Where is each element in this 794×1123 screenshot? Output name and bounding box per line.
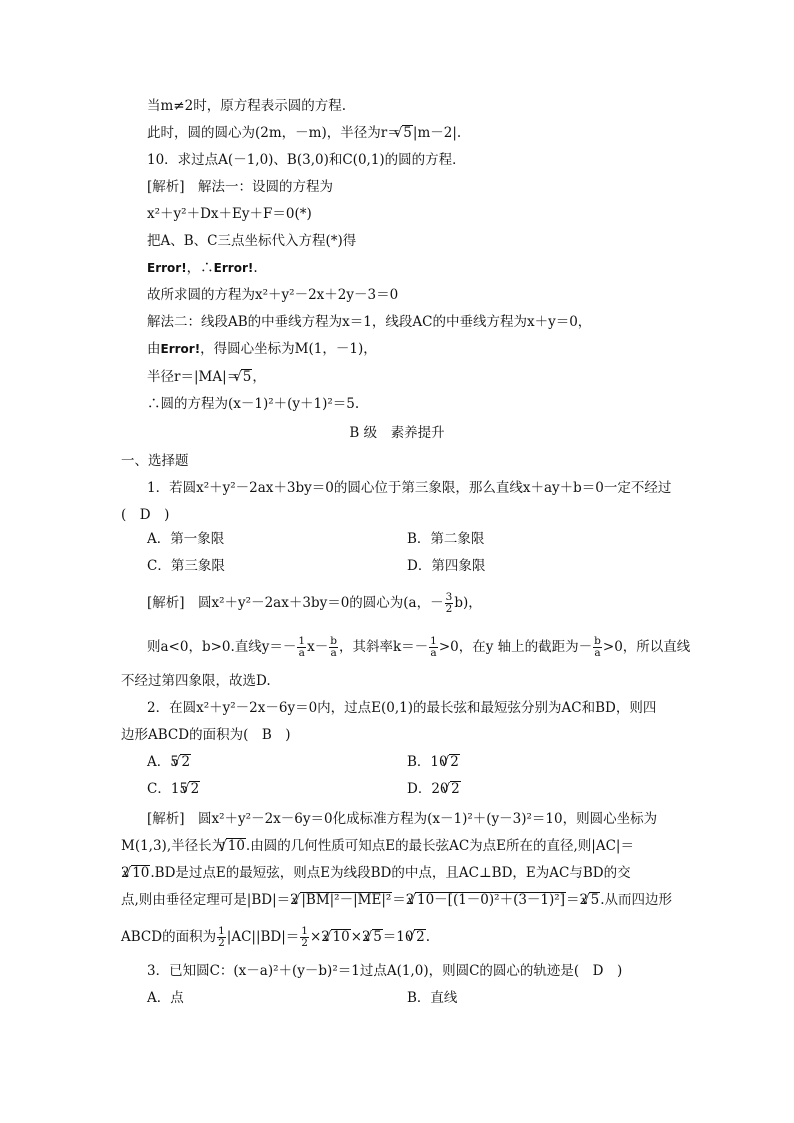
option-a: A．点 <box>147 990 184 1006</box>
option-c: C．第三象限 <box>147 558 225 574</box>
question-1-answer: ( D ) <box>121 507 170 523</box>
option-b: B．第二象限 <box>407 531 485 547</box>
question-2-stem: 2．在圆x²＋y²－2x－6y＝0内，过点E(0,1)的最长弦和最短弦分别为AC和BD，则四 <box>147 700 657 716</box>
option-d: D．20√ 2 <box>407 780 461 798</box>
analysis-line: 点,则由垂径定理可是|BD|＝2√ |BM|²－|ME|²＝2√ 10－[(1－0)²＋(3－1)²]＝2√ 5.从而四边形 <box>121 891 672 909</box>
analysis-line: M(1,3),半径长为√ 10.由圆的几何性质可知点E的最长弦AC为点E所在的直径,则|AC|＝ <box>121 837 634 855</box>
text-line: 故所求圆的方程为x²＋y²－2x＋2y－3＝0 <box>147 287 399 303</box>
question-3-stem: 3．已知圆C：(x－a)²＋(y－b)²＝1过点A(1,0)，则圆C的圆心的轨迹是( D ) <box>147 963 623 979</box>
analysis-line: [解析] 圆x²＋y²－2x－6y＝0化成标准方程为(x－1)²＋(y－3)²＝10，则圆心坐标为 <box>147 811 658 827</box>
fraction: $\frac{b}{a}$ <box>594 635 601 659</box>
fraction: $\frac{1}{2}$ <box>218 925 225 949</box>
analysis-line: 则a<0，b>0.直线y＝－ $\frac{1}{a}$ x－ $\frac{b}{a}$ ，其斜率k＝－ $\frac{1}{a}$ >0，在y 轴上的截距为－ $\frac{b}{a}$ >0，所以直线 <box>147 635 691 659</box>
fraction: $\frac{1}{a}$ <box>430 635 437 659</box>
option-d: D．第四象限 <box>407 558 486 574</box>
question-2-stem-cont: 边形ABCD的面积为( B ) <box>121 727 291 743</box>
text-line: 半径r＝|MA|＝√ 5， <box>147 368 266 386</box>
analysis-line: [解析] 圆x²＋y²－2ax＋3by＝0的圆心为(a，－ $\frac{3}{2}$ b)， <box>147 591 482 615</box>
analysis-label: [解析] 解法一：设圆的方程为 <box>147 179 334 195</box>
analysis-line: ABCD的面积为 $\frac{1}{2}$ |AC||BD|＝ $\frac{1}{2}$ ×2√ 10×2√ 5＝10√ 2. <box>121 926 430 949</box>
analysis-line: 2√ 10.BD是过点E的最短弦，则点E为线段BD的中点，且AC⊥BD，E为AC与BD的交 <box>121 864 631 882</box>
option-a: A．5√ 2 <box>147 753 191 771</box>
analysis-line: 不经过第四象限，故选D. <box>121 673 271 689</box>
text-line: 此时，圆的圆心为(2m，－m)，半径为r＝√ 5|m－2|. <box>147 124 461 142</box>
text-line: 解法二：线段AB的中垂线方程为x＝1，线段AC的中垂线方程为x＋y＝0， <box>147 314 592 330</box>
option-b: B．10√ 2 <box>407 753 460 771</box>
text-line: ∴圆的方程为(x－1)²＋(y＋1)²＝5. <box>147 396 360 412</box>
question-1-stem: 1．若圆x²＋y²－2ax＋3by＝0的圆心位于第三象限，那么直线x＋ay＋b＝0一定不经过 <box>147 480 672 496</box>
question-10-stem: 10．求过点A(－1,0)、B(3,0)和C(0,1)的圆的方程． <box>147 152 466 168</box>
option-a: A．第一象限 <box>147 531 225 547</box>
text-line: 把A、B、C三点坐标代入方程(*)得 <box>147 233 357 249</box>
option-c: C．15√ 2 <box>147 780 200 798</box>
fraction: $\frac{1}{2}$ <box>301 925 308 949</box>
subsection-title: 一、选择题 <box>121 453 189 469</box>
fraction: $\frac{1}{a}$ <box>298 635 306 659</box>
section-title: B 级 素养提升 <box>349 425 445 441</box>
sqrt: √ 5 <box>402 125 413 140</box>
text-line: 由Error!，得圆心坐标为M(1，－1)， <box>147 341 377 357</box>
equation-line: x²＋y²＋Dx＋Ey＋F＝0(*) <box>147 206 312 222</box>
fraction: $\frac{b}{a}$ <box>330 635 337 659</box>
text-line: 当m≠2时，原方程表示圆的方程. <box>147 98 346 114</box>
sqrt: √ 5 <box>241 369 252 384</box>
option-b: B．直线 <box>407 990 458 1006</box>
error-line: Error!，∴Error!. <box>147 260 258 276</box>
fraction: $\frac{3}{2}$ <box>445 591 453 615</box>
